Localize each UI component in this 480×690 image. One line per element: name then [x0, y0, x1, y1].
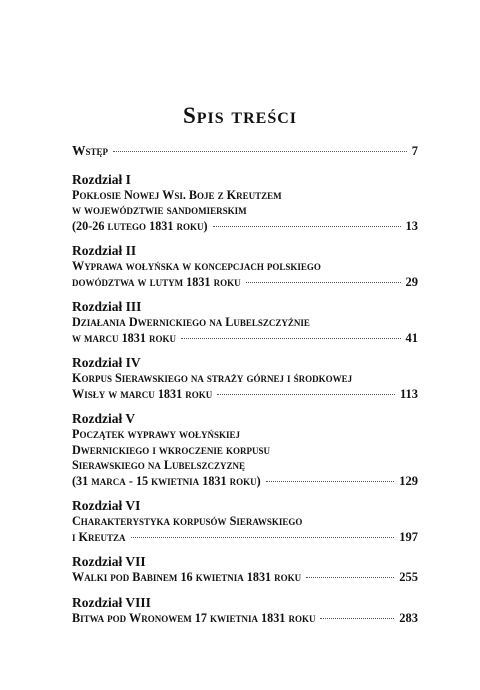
- chapter-heading: Rozdział I: [72, 171, 131, 187]
- toc-entry-chapter-5: [72, 411, 418, 489]
- entry-title: w marcu 1831 roku: [72, 330, 177, 345]
- page-number: 7: [411, 144, 418, 158]
- dot-leader: [217, 394, 395, 395]
- entry-title: i Kreutza: [72, 529, 126, 544]
- chapter-heading: Rozdział VIII: [72, 594, 151, 610]
- page-number: 255: [399, 570, 418, 584]
- toc-entry-chapter-4: [72, 355, 418, 402]
- entry-title: Działania Dwernickiego na Lubelszczyźnie: [72, 315, 310, 329]
- chapter-heading: Rozdział VII: [72, 554, 146, 569]
- entry-title: Wstęp: [72, 143, 109, 158]
- page-number: 13: [405, 218, 418, 233]
- entry-title: Sierawskiego na Lubelszczyznę: [72, 458, 246, 472]
- toc-line: [72, 427, 418, 443]
- toc-line: [72, 443, 418, 459]
- entry-title: Walki pod Babinem 16 kwietnia 1831 roku: [72, 570, 302, 584]
- entry-title: (20-26 lutego 1831 roku): [72, 218, 208, 233]
- toc-line: [72, 331, 418, 347]
- chapter-heading: Rozdział IV: [72, 355, 141, 370]
- dot-leader: [320, 618, 394, 619]
- table-of-contents: [72, 143, 418, 635]
- dot-leader: [246, 282, 401, 283]
- chapter-heading: Rozdział II: [72, 243, 137, 258]
- page-number: 41: [405, 330, 418, 345]
- entry-title: Pokłosie Nowej Wsi. Boje z Kreutzem: [72, 187, 282, 202]
- entry-title: w województwie sandomierskim: [72, 203, 247, 217]
- entry-title: Dwernickiego i wkroczenie korpusu: [72, 442, 270, 457]
- dot-leader: [213, 226, 401, 227]
- entry-title: Bitwa pod Wronowem 17 kwietnia 1831 roku: [72, 610, 316, 625]
- page-number: 197: [399, 529, 418, 544]
- toc-line: [72, 387, 418, 403]
- toc-line: [72, 188, 418, 204]
- chapter-heading: Rozdział VI: [72, 498, 141, 513]
- toc-line: [72, 275, 418, 291]
- toc-title: Spis treści: [182, 103, 298, 128]
- entry-title: dowództwa w lutym 1831 roku: [72, 274, 241, 289]
- entry-title: Korpus Sierawskiego na straży górnej i środkowej: [72, 371, 353, 385]
- toc-entry-introduction: [72, 143, 418, 160]
- dot-leader: [113, 151, 407, 152]
- toc-entry-chapter-1: [72, 172, 418, 235]
- toc-line: [72, 514, 418, 530]
- toc-line: [72, 203, 418, 219]
- page-number: 129: [399, 473, 418, 488]
- page-number: 283: [399, 610, 418, 625]
- toc-entry-chapter-3: [72, 299, 418, 346]
- dot-leader: [306, 577, 394, 578]
- entry-title: Charakterystyka korpusów Sierawskiego: [72, 514, 303, 528]
- chapter-heading: Rozdział V: [72, 411, 136, 426]
- toc-entry-chapter-7: [72, 554, 418, 586]
- toc-line: [72, 259, 418, 275]
- dot-leader: [266, 481, 395, 482]
- entry-title: (31 marca - 15 kwietnia 1831 roku): [72, 473, 261, 488]
- toc-entry-chapter-8: [72, 595, 418, 627]
- toc-line: [72, 611, 418, 627]
- dot-leader: [181, 338, 400, 339]
- toc-entry-chapter-6: [72, 498, 418, 545]
- page-number: 29: [405, 274, 418, 289]
- entry-title: Wisły w marcu 1831 roku: [72, 386, 213, 401]
- toc-line: [72, 219, 418, 235]
- entry-title: Początek wyprawy wołyńskiej: [72, 427, 241, 441]
- chapter-heading: Rozdział III: [72, 299, 142, 314]
- toc-line: [72, 315, 418, 331]
- toc-line: [72, 143, 418, 160]
- entry-title: Wyprawa wołyńska w koncepcjach polskiego: [72, 259, 321, 273]
- page-number: 113: [399, 386, 418, 401]
- toc-line: [72, 530, 418, 546]
- toc-line: [72, 474, 418, 490]
- toc-line: [72, 570, 418, 586]
- toc-line: [72, 458, 418, 474]
- dot-leader: [131, 537, 395, 538]
- toc-entry-chapter-2: [72, 243, 418, 290]
- toc-line: [72, 371, 418, 387]
